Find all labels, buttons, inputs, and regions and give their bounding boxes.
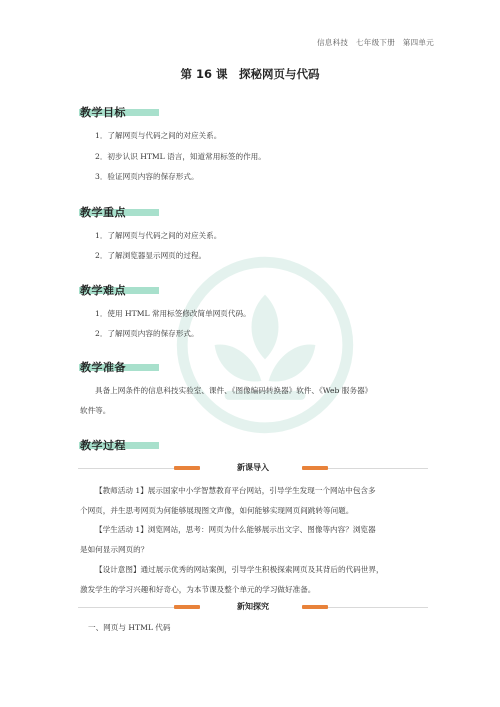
key-point-item-2: 2．了解浏览器显示网页的过程。 xyxy=(95,251,207,260)
student-activity-line-1: 【学生活动 1】浏览网站，思考：网页为什么能够展示出文字、图像等内容？浏览器 xyxy=(95,525,376,534)
lesson-title: 第 16 课 探秘网页与代码 xyxy=(180,67,320,81)
section-difficulties-heading: 教学难点 xyxy=(80,279,160,293)
goal-item-3: 3．验证网页内容的保存形式。 xyxy=(95,172,199,181)
goal-item-2: 2．初步认识 HTML 语言，知道常用标签的作用。 xyxy=(95,152,266,161)
intro-banner-label: 新课导入 xyxy=(237,463,269,472)
key-point-item-1: 1．了解网页与代码之间的对应关系。 xyxy=(95,231,222,240)
goal-item-1: 1．了解网页与代码之间的对应关系。 xyxy=(95,131,222,140)
section-goals-heading: 教学目标 xyxy=(80,101,160,115)
teacher-activity-line-2: 个网页，并生思考网页为何能够展现图文声像，如何能够实现网页间跳转等问题。 xyxy=(80,506,354,515)
subsection-heading: 一、网页与 HTML 代码 xyxy=(88,623,171,632)
section-preparation-heading: 教学准备 xyxy=(80,356,160,370)
explore-banner xyxy=(78,601,428,613)
explore-banner-label: 新知探究 xyxy=(237,602,269,611)
section-process-heading: 教学过程 xyxy=(80,434,160,448)
student-activity-line-2: 是如何显示网页的？ xyxy=(80,545,149,554)
difficulty-item-2: 2．了解网页内容的保存形式。 xyxy=(95,329,199,338)
intro-banner xyxy=(78,462,428,474)
watermark-logo-icon xyxy=(175,255,355,435)
difficulty-item-1: 1．使用 HTML 常用标签修改简单网页代码。 xyxy=(95,309,251,318)
design-intent-line-1: 【设计意图】通过展示优秀的网站案例，引导学生积极探索网页及其背后的代码世界， xyxy=(95,565,384,574)
teacher-activity-line-1: 【教师活动 1】展示国家中小学智慧教育平台网站，引导学生发现一个网站中包含多 xyxy=(95,486,376,495)
section-key-points-heading: 教学重点 xyxy=(80,201,160,215)
preparation-text-line-2: 软件等。 xyxy=(80,406,111,415)
preparation-text-line-1: 具备上网条件的信息科技实验室、课件、《图像编码转换器》软件、《Web 服务器》 xyxy=(95,386,373,395)
header-meta: 信息科技 七年级下册 第四单元 xyxy=(317,38,434,47)
design-intent-line-2: 激发学生的学习兴趣和好奇心，为本节课及整个单元的学习做好准备。 xyxy=(80,585,316,594)
